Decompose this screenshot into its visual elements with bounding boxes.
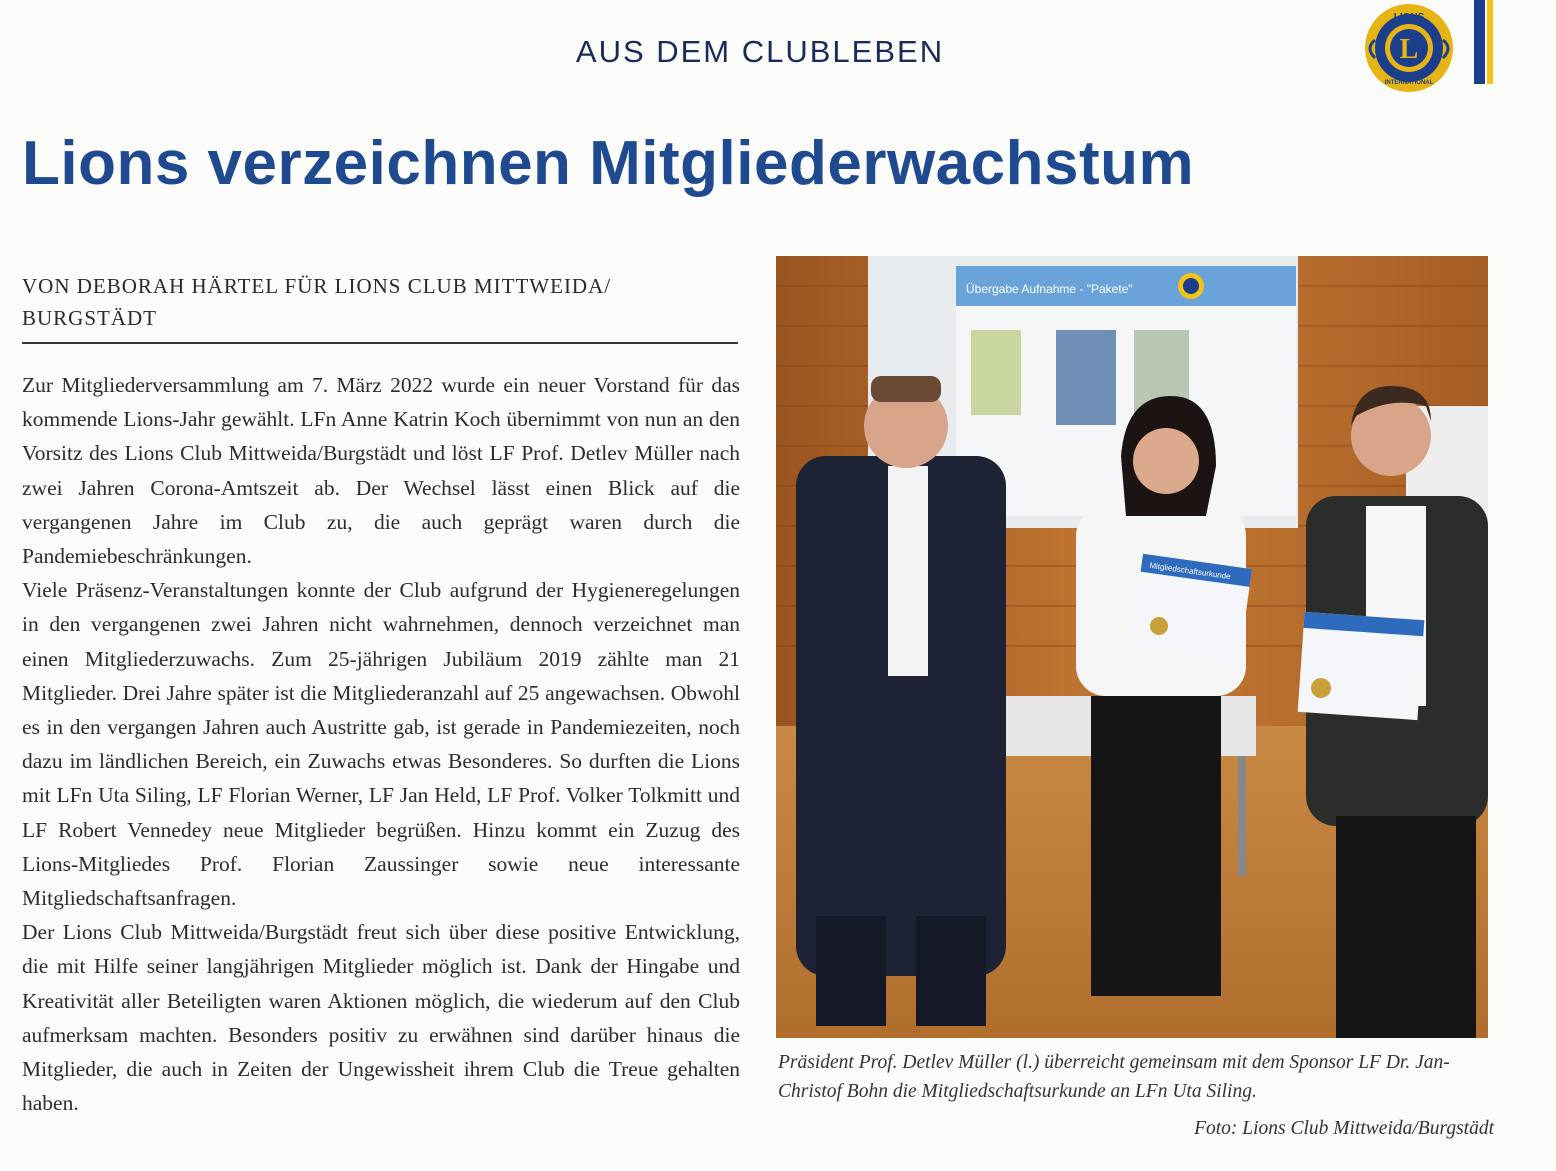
- photo-caption: Präsident Prof. Detlev Müller (l.) überreicht gemeinsam mit dem Sponsor LF Dr. Jan-Christof Bohn die Mitgliedschaftsurkunde an LFn Uta Siling.: [778, 1052, 1450, 1102]
- article-byline: VON DEBORAH HÄRTEL FÜR LIONS CLUB MITTWEIDA/ BURGSTÄDT: [22, 274, 612, 330]
- body-paragraph-1: Zur Mitgliederversammlung am 7. März 2022 wurde ein neuer Vorstand für das kommende Lions-Jahr gewählt. LFn Anne Katrin Koch übernimmt von nun an den Vorsitz des Lions Club Mittweida/Burgstädt und löst LF Prof. Detlev Müller nach zwei Jahren Corona-Amtszeit ab. Der Wechsel lässt einen Blick auf die vergangenen Jahre im Club zu, die auch geprägt waren durch die Pandemiebeschränkungen.: [22, 373, 740, 569]
- certificate-label: Mitgliedschaftsurkunde: [1148, 560, 1232, 582]
- lions-logo-icon: [1361, 0, 1457, 96]
- body-paragraph-2: Viele Präsenz-Veranstaltungen konnte der Club aufgrund der Hygieneregelungen in den vergangenen zwei Jahren nicht wahrnehmen, dennoch verzeichnet man einen Mitgliederzuwachs. Zum 25-jährigen Jubiläum 2019 zählte man 21 Mitglieder. Drei Jahre später ist die Mitgliederanzahl auf 25 angewachsen. Obwohl es in den vergangen Jahren auch Austritte gab, ist gerade in Pandemiezeiten, noch dazu im ländlichen Bereich, ein Zuwachs etwas Besonderes. So durften die Lions mit LFn Uta Siling, LF Florian Werner, LF Jan Held, LF Prof. Volker Tolkmitt und LF Robert Vennedey neue Mitglieder begrüßen. Hinzu kommt ein Zuzug des Lions-Mitgliedes Prof. Florian Zaussinger sowie neue interessante Mitgliedschaftsanfragen.: [22, 578, 740, 911]
- person-left: [796, 376, 1006, 1026]
- brand-bar-blue: [1474, 0, 1485, 84]
- section-label: AUS DEM CLUBLEBEN: [575, 34, 945, 69]
- brand-bar-yellow: [1487, 0, 1493, 84]
- article-body: [22, 368, 740, 1120]
- svg-text:LIONS: LIONS: [1393, 12, 1425, 23]
- lions-logo-emblem: [1365, 4, 1453, 92]
- slide-title: Übergabe Aufnahme - "Pakete": [966, 282, 1133, 296]
- svg-text:L: L: [1399, 34, 1419, 65]
- body-paragraph-3: Der Lions Club Mittweida/Burgstädt freut sich über diese positive Entwicklung, die mit Hilfe seiner langjährigen Mitglieder möglich ist. Dank der Hingabe und Kreativität aller Beteiligten waren Aktionen möglich, die wiederum auf den Club aufmerksam machten. Besonders positiv zu erwähnen sind darüber hinaus die Mitglieder, die auch in Zeiten der Ungewissheit ihrem Club die Treue gehalten haben.: [22, 920, 740, 1116]
- byline-divider: [22, 342, 738, 344]
- svg-text:INTERNATIONAL: INTERNATIONAL: [1384, 80, 1434, 86]
- article-photo: [776, 256, 1488, 1038]
- article-headline: Lions verzeichnen Mitgliederwachstum: [22, 129, 1195, 198]
- photo-credit: Foto: Lions Club Mittweida/Burgstädt: [1194, 1118, 1494, 1139]
- brand-color-bars: [1474, 0, 1494, 84]
